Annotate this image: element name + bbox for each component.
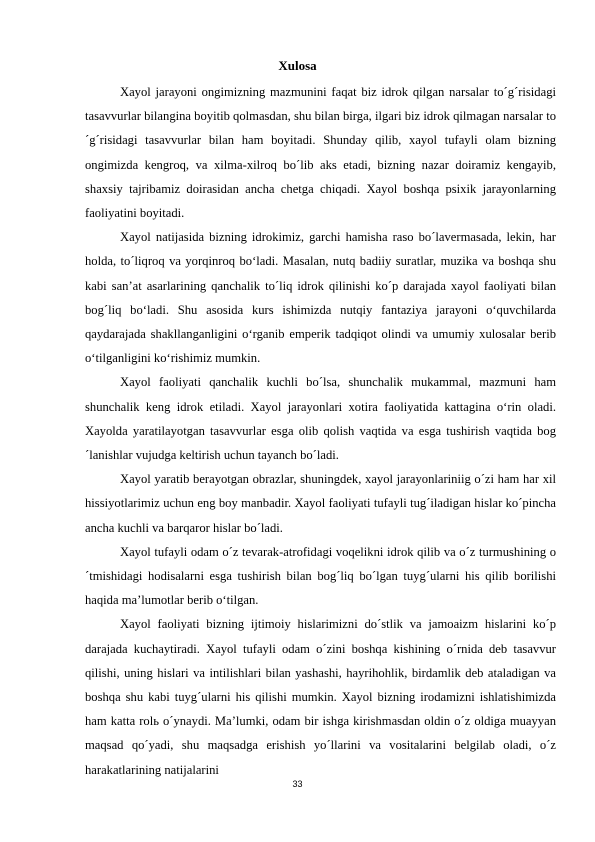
page-number: 33 [292,779,303,789]
body-text [85,80,556,782]
paragraph-5: Xayol tufayli odam o´z tevarak-atrofidagi voqelikni idrok qilib va o´z turmushining o´tmishidagi hodisalarni esga tushirish bilan bog´liq bo´lgan tuyg´ularni his qilib borilishi haqida ma’lumotlar berib o‘tilgan. [85,544,556,608]
paragraph-1: Xayol jarayoni ongimizning mazmunini faqat biz idrok qilgan narsalar to´g´risidagi tasavvurlar bilangina boyitib qolmasdan, shu bilan birga, ilgari biz idrok qilmagan narsalar to´g´risidagi tasavvurlar bilan ham boyitadi. Shunday qilib, xayol tufayli olam bizning ongimizda kengroq, va xilma-xilroq bo´lib aks etadi, bizning nazar doiramiz kengayib, shaxsiy tajribamiz doirasidan ancha chetga chiqadi. Xayol boshqa psixik jarayonlarning faoliyatini boyitadi. [85,85,556,221]
paragraph-6: Xayol faoliyati bizning ijtimoiy hislarimizni do´stlik va jamoaizm hislarini ko´p darajada kuchaytiradi. Xayol tufayli odam o´zini boshqa kishining o´rnida deb tasavvur qilishi, uning hislari va intilishlari bilan yashashi, hayrihohlik, birdamlik deb ataladigan va boshqa shu kabi tuyg´ularni his qilishi mumkin. Xayol bizning irodamizni ishlatishimizda ham katta rolь o´ynaydi. Ma’lumki, odam bir ishga kirishmasdan oldin o´z oldiga muayyan maqsad qo´yadi, shu maqsadga erishish yo´llarini va vositalarini belgilab oladi, o´z harakatlarining natijalarini [85,617,556,777]
paragraph-2: Xayol natijasida bizning idrokimiz, garchi hamisha raso bo´lavermasada, lekin, har holda, to´liqroq va yorqinroq bo‘ladi. Masalan, nutq badiiy suratlar, muzika va boshqa shu kabi san’at asarlarining qanchalik to´liq idrok qilinishi ko´p darajada xayol faoliyati bilan bog´liq bo‘ladi. Shu asosida kurs ishimizda nutqiy fantaziya jarayoni o‘quvchilarda qaydarajada shakllanganligini o‘rganib emperik tadqiqot olindi va umumiy xulosalar berib o‘tilganligini ko‘rishimiz mumkin. [85,230,556,366]
paragraph-4: Xayol yaratib berayotgan obrazlar, shuningdek, xayol jarayonlariniig o´zi ham har xil hissiyotlarimiz uchun eng boy manbadir. Xayol faoliyati tufayli tug´iladigan hislar ko´pincha ancha kuchli va barqaror hislar bo´ladi. [85,472,556,535]
page-title: Xulosa [278,58,317,73]
paragraph-3: Xayol faoliyati qanchalik kuchli bo´lsa, shunchalik mukammal, mazmuni ham shunchalik keng idrok etiladi. Xayol jarayonlari xotira faoliyatida kattagina o‘rin oladi. Xayolda yaratilayotgan tasavvurlar esga olib qolish vaqtida va esga tushirish vaqtida bog´lanishlar vujudga keltirish uchun tayanch bo´ladi. [85,375,556,463]
